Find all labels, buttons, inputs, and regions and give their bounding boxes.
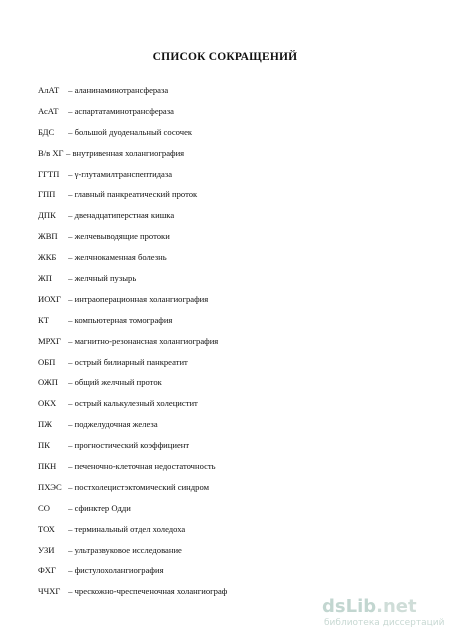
abbreviation-dash: –: [66, 440, 75, 451]
abbreviation-definition: острый билиарный панкреатит: [74, 356, 188, 367]
abbreviation-row: [38, 435, 418, 456]
abbreviation-dash: –: [66, 544, 75, 555]
abbreviation-term: АсАТ: [38, 105, 59, 116]
abbreviation-definition: большой дуоденальный сосочек: [74, 126, 193, 137]
page-title: СПИСОК СОКРАЩЕНИЙ: [152, 51, 298, 63]
abbreviation-row: [38, 352, 418, 373]
abbreviation-term: МРХГ: [38, 335, 61, 346]
abbreviation-list: [38, 80, 418, 602]
watermark-logo: [322, 596, 417, 617]
abbreviation-row: [38, 456, 418, 477]
site-watermark: [322, 596, 445, 630]
abbreviation-definition: терминальный отдел холедоха: [74, 523, 186, 534]
abbreviation-definition: желчнокаменная болезнь: [74, 252, 167, 263]
abbreviation-term: ПК: [38, 440, 50, 451]
abbreviation-row: [38, 268, 418, 289]
abbreviation-row: [38, 289, 418, 310]
abbreviation-definition: желчевыводящие протоки: [74, 231, 170, 242]
abbreviation-dash: –: [66, 168, 75, 179]
abbreviation-dash: –: [66, 461, 75, 472]
abbreviation-row: [38, 247, 418, 268]
abbreviation-definition: интраоперационная холангиография: [74, 293, 209, 304]
abbreviation-row: [38, 143, 418, 164]
abbreviation-term: БДС: [38, 126, 55, 137]
abbreviation-dash: –: [66, 210, 75, 221]
abbreviation-row: [38, 310, 418, 331]
abbreviation-definition: внутривенная холангиография: [72, 147, 185, 158]
abbreviation-dash: –: [66, 398, 75, 409]
abbreviation-term: ИОХГ: [38, 293, 61, 304]
abbreviation-definition: компьютерная томография: [74, 314, 173, 325]
abbreviation-term: В/в ХГ: [38, 147, 64, 158]
abbreviation-row: [38, 414, 418, 435]
watermark-logo-main: dsLib: [322, 596, 377, 617]
abbreviation-definition: чрескожно-чреспеченочная холангиограф: [74, 586, 228, 597]
abbreviation-term: ЖВП: [38, 231, 58, 242]
abbreviation-term: АлАТ: [38, 85, 60, 95]
abbreviation-row: [38, 519, 418, 540]
abbreviation-definition: общий желчный проток: [74, 377, 162, 388]
abbreviation-dash: –: [66, 356, 75, 367]
abbreviation-term: ГПП: [38, 189, 56, 200]
abbreviation-dash: –: [66, 502, 75, 513]
abbreviation-row: [38, 122, 418, 143]
abbreviation-row: [38, 498, 418, 519]
abbreviation-row: [38, 164, 418, 185]
abbreviation-term: УЗИ: [38, 544, 55, 555]
abbreviation-dash: –: [66, 147, 73, 158]
abbreviation-row: [38, 477, 418, 498]
abbreviation-term: ЧЧХГ: [38, 586, 61, 597]
abbreviation-term: ПЖ: [38, 419, 52, 430]
abbreviation-row: [38, 226, 418, 247]
abbreviation-row: [38, 205, 418, 226]
abbreviation-definition: γ-глутамилтранспептидаза: [74, 168, 173, 179]
abbreviation-dash: –: [66, 586, 75, 597]
abbreviation-dash: –: [66, 85, 75, 95]
abbreviation-term: ЖКБ: [38, 252, 57, 263]
abbreviation-dash: –: [66, 419, 75, 430]
abbreviation-dash: –: [66, 565, 75, 576]
abbreviation-definition: магнитно-резонансная холангиография: [74, 335, 219, 346]
abbreviation-dash: –: [66, 252, 75, 263]
abbreviation-dash: –: [66, 314, 75, 325]
abbreviation-dash: –: [66, 126, 75, 137]
abbreviation-row: [38, 184, 418, 205]
abbreviation-row: [38, 80, 418, 101]
abbreviation-definition: фистулохолангиография: [74, 565, 164, 576]
abbreviation-term: ГГТП: [38, 168, 60, 179]
abbreviation-definition: печеночно-клеточная недостаточность: [74, 461, 216, 472]
abbreviation-term: ОКХ: [38, 398, 57, 409]
abbreviation-definition: главный панкреатический проток: [74, 189, 198, 200]
abbreviation-dash: –: [66, 273, 75, 284]
abbreviation-row: [38, 393, 418, 414]
abbreviation-dash: –: [66, 523, 75, 534]
watermark-subtitle: библиотека диссертаций: [324, 618, 445, 628]
abbreviation-term: СО: [38, 502, 50, 513]
abbreviation-definition: желчный пузырь: [74, 273, 137, 284]
abbreviation-term: ДПК: [38, 210, 56, 221]
abbreviation-definition: поджелудочная железа: [74, 419, 158, 430]
watermark-logo-suffix: .net: [376, 596, 417, 617]
abbreviation-dash: –: [66, 189, 75, 200]
abbreviation-row: [38, 372, 418, 393]
abbreviation-row: [38, 331, 418, 352]
abbreviation-term: ПКН: [38, 461, 57, 472]
abbreviation-term: ТОХ: [38, 523, 55, 534]
abbreviation-row: [38, 560, 418, 581]
abbreviation-definition: ультразвуковое исследование: [74, 544, 182, 555]
abbreviation-dash: –: [66, 105, 75, 116]
abbreviation-definition: сфинктер Одди: [74, 502, 131, 513]
abbreviation-dash: –: [66, 377, 75, 388]
abbreviation-definition: аспартатаминотрансфераза: [74, 105, 174, 116]
abbreviation-definition: постхолецистэктомический синдром: [74, 481, 210, 492]
abbreviation-definition: аланинаминотрансфераза: [74, 85, 169, 95]
abbreviation-row: [38, 540, 418, 561]
abbreviation-dash: –: [66, 481, 75, 492]
abbreviation-dash: –: [66, 335, 75, 346]
abbreviation-definition: острый калькулезный холецистит: [74, 398, 198, 409]
abbreviation-dash: –: [66, 231, 75, 242]
abbreviation-term: ЖП: [38, 273, 52, 284]
abbreviation-term: ПХЭС: [38, 481, 62, 492]
abbreviation-definition: двенадцатиперстная кишка: [74, 210, 175, 221]
abbreviation-dash: –: [66, 293, 75, 304]
abbreviation-term: ФХГ: [38, 565, 56, 576]
abbreviation-term: ОЖП: [38, 377, 58, 388]
abbreviation-row: [38, 101, 418, 122]
abbreviation-definition: прогностический коэффициент: [74, 440, 190, 451]
abbreviation-term: КТ: [38, 314, 49, 325]
abbreviation-term: ОБП: [38, 356, 56, 367]
